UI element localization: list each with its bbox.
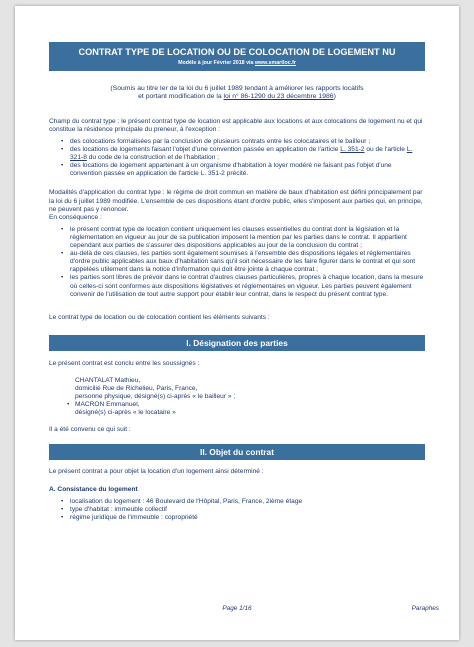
convenu-paragraph: Il a été convenu ce qui suit : [49,426,131,434]
locataire-name: MACRON Emmanuel, [75,401,140,409]
elements-paragraph: Le contrat type de location ou de colocation contient les éléments suivants : [49,313,270,321]
list-item: • au-delà de ces clauses, les parties sont également soumises à l'ensemble des dispositions légales et réglementaires d'ordre public applicables aux baux d'habitation sans qu'il soit nécessaire de les faire figurer dans le contrat et qui sont rappelées utilement dans la notice d'information qui doit être jointe à chaque contrat ; [63,250,425,274]
document-header [49,42,425,71]
article-l321-8-link[interactable]: L. 321-8 [70,146,413,162]
bullet-icon: • [67,401,70,409]
modalites-list [49,226,425,299]
list-item: • type d'habitat : immeuble collectif [63,506,425,514]
bailleur-role: personne physique, désigné(s) ci-après « le bailleur » ; [75,393,236,401]
list-item-text: des locations de logements faisant l'objet d'une convention passée en application de l'article [70,146,339,154]
smartloc-link[interactable]: www.smartloc.fr [254,60,296,66]
loi-86-1290-link[interactable]: loi n° 86-1290 du 23 décembre 1986 [223,93,334,101]
parties-block [49,377,425,417]
list-item: • régime juridique de l'immeuble : copropriété [63,514,425,522]
paraphes-label: Paraphes [411,605,439,612]
list-item-text: ou de l'article [366,146,405,154]
locataire-role: désigné(s) ci-après « le locataire » [75,409,176,417]
subtitle-text: Modèle à jour Février 2018 via [178,60,254,66]
document-page [15,6,459,640]
intro-block [49,85,425,102]
list-item: • des colocations formalisées par la conclusion de plusieurs contrats entre les colocataires et le bailleur ; [63,138,425,146]
document-subtitle [53,60,421,67]
bailleur-name: CHANTALAT Mathieu, [75,376,141,384]
list-item: • des locations de logement appartenant à un organisme d'habitation à loyer modéré ne faisant pas l'objet d'une convention passée en application de l'article L. 351-2 précité. [63,162,425,178]
section-1-heading: I. Désignation des parties [49,335,425,351]
list-item-text: du code de la construction et de l'habitation ; [88,154,220,162]
consistance-list [49,498,425,522]
list-item: • le présent contrat type de location contient uniquement les clauses essentielles du contrat dont la législation et la réglementation en vigueur au jour de sa publication imposent la mention par les parties dans le contrat. Il appartient cependant aux parties de s'assurer des dispositions applicables au jour de la conclusion du contrat ; [63,226,425,250]
page-number: Page 1/16 [222,605,252,612]
intro-line-2-suffix: ) [333,93,336,101]
article-l351-2-link[interactable]: L. 351-2 [340,146,365,154]
list-item: • localisation du logement : 46 Boulevard de l'Hôpital, Paris, France, 2ième étage [63,498,425,506]
objet-intro: Le présent contrat a pour objet la location d'un logement ainsi déterminé : [49,468,264,476]
bailleur-address: domicilié Rue de Richelieu, Paris, France, [75,384,198,392]
champ-list [49,138,425,178]
locataire-line [67,401,425,409]
intro-line-2 [49,93,425,101]
consistance-subheading: A. Consistance du logement [49,485,138,493]
consequence-label: En conséquence : [49,213,102,221]
list-item [63,146,425,162]
intro-line-1: (Soumis au titre Ier de la loi du 6 juillet 1989 tendant à améliorer les rapports locatifs [110,85,364,92]
document-title: CONTRAT TYPE DE LOCATION OU DE COLOCATION DE LOGEMENT NU [78,47,396,57]
modalites-paragraph: Modalités d'application du contrat type : le régime de droit commun en matière de baux d'habitation est défini principalement par la loi du 6 juillet 1989 modifiée. L'ensemble de ces dispositions étant d'ordre public, elles s'imposent aux parties qui, en principe, ne peuvent pas y renoncer. [49,189,423,213]
section-2-heading: II. Objet du contrat [49,444,425,460]
champ-paragraph: Champ du contrat type : le présent contrat type de location est applicable aux locations et aux colocations de logement nu et qui constitue la résidence principale du preneur, à l'exception : [49,117,423,133]
intro-line-2-text: et portant modification de la [138,93,222,101]
parties-intro: Le présent contrat est conclu entre les soussignés : [49,359,200,367]
list-item: • les parties sont libres de prévoir dans le contrat d'autres clauses particulières, propres à chaque location, dans la mesure où celles-ci sont conformes aux dispositions législatives et réglementaires en vigueur. Les parties peuvent également convenir de l'utilisation de tout autre support pour établir leur contrat, dans le respect du présent contrat type. [63,274,425,298]
